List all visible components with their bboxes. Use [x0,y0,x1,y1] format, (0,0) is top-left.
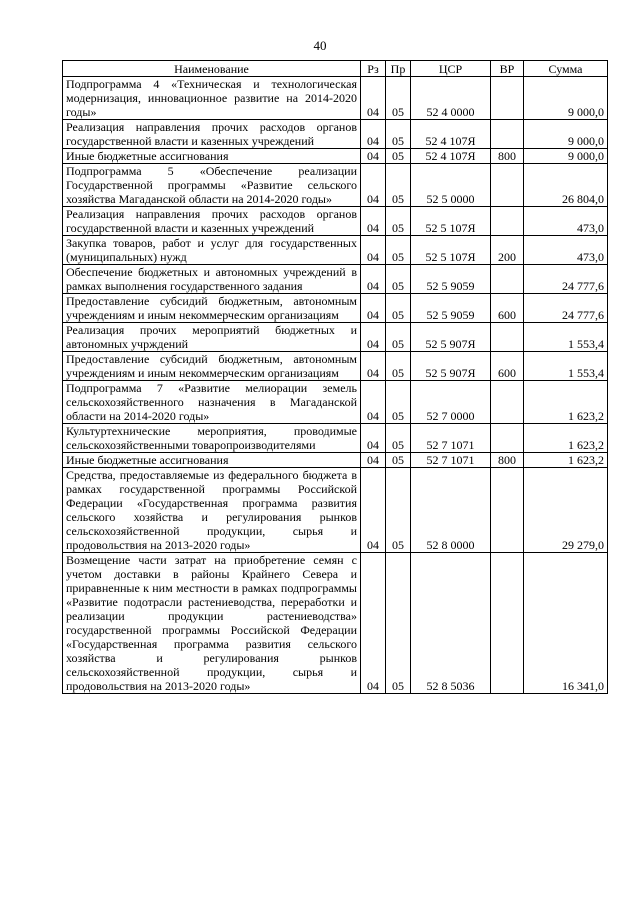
row-sum: 1 623,2 [524,424,608,453]
table-row [63,468,608,553]
row-sum: 9 000,0 [524,149,608,164]
row-csr: 52 5 107Я [411,236,491,265]
row-sum: 9 000,0 [524,120,608,149]
row-csr: 52 5 107Я [411,207,491,236]
row-rz: 04 [361,453,386,468]
row-rz: 04 [361,352,386,381]
table-row [63,381,608,424]
table-row [63,553,608,694]
row-vr [491,164,524,207]
row-pr: 05 [386,381,411,424]
row-name: Средства, предоставляемые из федерального бюджета в рамках государственной программы Российской Федерации «Государственная программа развития сельского хозяйства и регулирования рынков сельскохозяйственной продукции, сырья и продовольствия на 2013-2020 годы» [63,468,361,553]
row-pr: 05 [386,77,411,120]
row-sum: 29 279,0 [524,468,608,553]
header-name: Наименование [63,61,361,77]
row-sum: 473,0 [524,207,608,236]
row-vr [491,553,524,694]
row-name: Закупка товаров, работ и услуг для государственных (муниципальных) нужд [63,236,361,265]
row-csr: 52 8 5036 [411,553,491,694]
row-vr [491,323,524,352]
row-rz: 04 [361,236,386,265]
table-row [63,265,608,294]
row-rz: 04 [361,207,386,236]
table-row [63,164,608,207]
row-vr [491,468,524,553]
row-sum: 9 000,0 [524,77,608,120]
row-sum: 1 553,4 [524,352,608,381]
row-pr: 05 [386,453,411,468]
header-rz: Рз [361,61,386,77]
budget-table [62,60,608,694]
row-vr [491,207,524,236]
row-sum: 26 804,0 [524,164,608,207]
row-vr [491,381,524,424]
row-rz: 04 [361,149,386,164]
row-pr: 05 [386,164,411,207]
row-rz: 04 [361,381,386,424]
row-sum: 24 777,6 [524,265,608,294]
row-vr [491,424,524,453]
row-pr: 05 [386,424,411,453]
row-sum: 1 553,4 [524,323,608,352]
table-header-row [63,61,608,77]
row-name: Предоставление субсидий бюджетным, автономным учреждениям и иным некоммерческим организациям [63,294,361,323]
row-csr: 52 8 0000 [411,468,491,553]
row-vr [491,265,524,294]
table-row [63,424,608,453]
table-row [63,294,608,323]
row-csr: 52 7 1071 [411,424,491,453]
row-name: Обеспечение бюджетных и автономных учреждений в рамках выполнения государственного задания [63,265,361,294]
row-csr: 52 7 0000 [411,381,491,424]
table-row [63,453,608,468]
row-name: Предоставление субсидий бюджетным, автономным учреждениям и иным некоммерческим организациям [63,352,361,381]
row-sum: 16 341,0 [524,553,608,694]
row-pr: 05 [386,207,411,236]
row-vr: 200 [491,236,524,265]
row-csr: 52 5 9059 [411,294,491,323]
table-row [63,207,608,236]
row-name: Подпрограмма 4 «Техническая и технологическая модернизация, инновационное развитие на 2014-2020 годы» [63,77,361,120]
row-vr: 600 [491,294,524,323]
row-name: Иные бюджетные ассигнования [63,149,361,164]
row-pr: 05 [386,265,411,294]
row-sum: 473,0 [524,236,608,265]
row-vr: 800 [491,149,524,164]
row-pr: 05 [386,553,411,694]
row-rz: 04 [361,265,386,294]
row-name: Иные бюджетные ассигнования [63,453,361,468]
table-row [63,352,608,381]
row-vr: 600 [491,352,524,381]
row-pr: 05 [386,323,411,352]
row-sum: 1 623,2 [524,381,608,424]
row-name: Подпрограмма 7 «Развитие мелиорации земель сельскохозяйственного назначения в Магаданской области на 2014-2020 годы» [63,381,361,424]
table-row [63,323,608,352]
row-vr: 800 [491,453,524,468]
table-row [63,149,608,164]
row-csr: 52 5 9059 [411,265,491,294]
page-number: 40 [313,38,327,53]
row-rz: 04 [361,468,386,553]
row-pr: 05 [386,468,411,553]
row-sum: 1 623,2 [524,453,608,468]
row-pr: 05 [386,236,411,265]
row-csr: 52 5 907Я [411,323,491,352]
row-csr: 52 4 107Я [411,149,491,164]
row-vr [491,120,524,149]
row-name: Возмещение части затрат на приобретение семян с учетом доставки в районы Крайнего Севера и приравненные к ним местности в рамках подпрограммы «Развитие подотрасли растениеводства, переработки и реализации продукции растениеводства» государственной программы Российской Федерации «Государственная программа развития сельского хозяйства и регулирования рынков сельскохозяйственной продукции, сырья и продовольствия на 2013-2020 годы» [63,553,361,694]
row-csr: 52 5 0000 [411,164,491,207]
table-row [63,120,608,149]
header-csr: ЦСР [411,61,491,77]
header-vr: ВР [491,61,524,77]
table-row [63,236,608,265]
row-rz: 04 [361,424,386,453]
row-pr: 05 [386,120,411,149]
header-pr: Пр [386,61,411,77]
row-csr: 52 5 907Я [411,352,491,381]
row-vr [491,77,524,120]
row-csr: 52 7 1071 [411,453,491,468]
row-rz: 04 [361,323,386,352]
row-name: Культуртехнические мероприятия, проводимые сельскохозяйственными товаропроизводителями [63,424,361,453]
table-row [63,77,608,120]
row-rz: 04 [361,553,386,694]
row-csr: 52 4 107Я [411,120,491,149]
header-sum: Сумма [524,61,608,77]
row-pr: 05 [386,294,411,323]
row-sum: 24 777,6 [524,294,608,323]
row-rz: 04 [361,294,386,323]
row-rz: 04 [361,120,386,149]
row-pr: 05 [386,352,411,381]
row-csr: 52 4 0000 [411,77,491,120]
row-name: Подпрограмма 5 «Обеспечение реализации Государственной программы «Развитие сельского хозяйства Магаданской области на 2014-2020 годы» [63,164,361,207]
row-name: Реализация направления прочих расходов органов государственной власти и казенных учреждений [63,120,361,149]
row-name: Реализация направления прочих расходов органов государственной власти и казенных учреждений [63,207,361,236]
row-pr: 05 [386,149,411,164]
row-name: Реализация прочих мероприятий бюджетных и автономных учрждений [63,323,361,352]
row-rz: 04 [361,77,386,120]
row-rz: 04 [361,164,386,207]
